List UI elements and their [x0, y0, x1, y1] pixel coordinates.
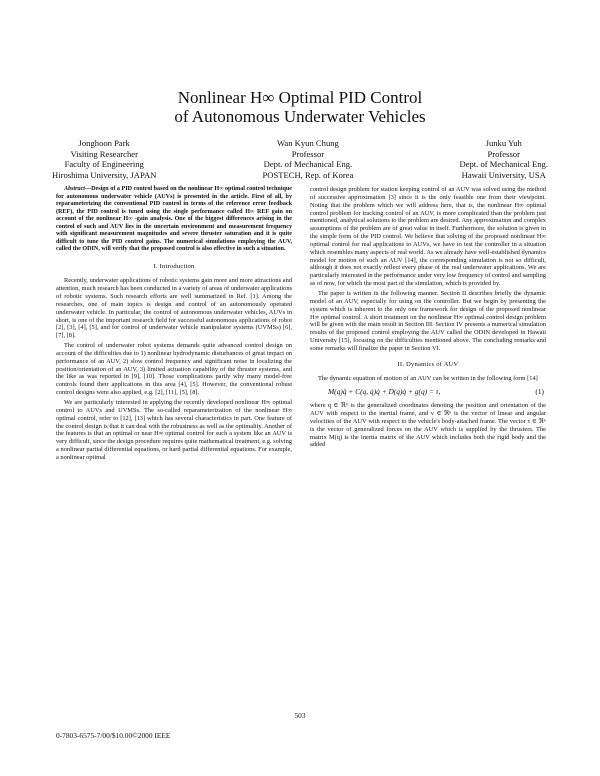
- author-name: Junku Yuh: [485, 138, 522, 148]
- author-position: Professor: [487, 148, 520, 159]
- page-number: 503: [294, 711, 306, 720]
- title-line-2: of Autonomous Underwater Vehicles: [174, 107, 426, 126]
- equation-number: (1): [535, 387, 544, 397]
- body-paragraph: control design problem for station keeping control of an AUV was solved using the method of successive approximation [3] since it is the only feasible one from their viewpoint. Noting that the problem which we will address here, that is, the nonlinear H∞ optimal control problem for tracking control of an AUV, is more complicated than the problem just mentioned, analytical solutions to the problem are desired. Any approximation and complex assumptions of the problem are of great value in itself. Furthermore, the solution is given in the simple form of the PID control. We believe that solving of the proposed nonlinear H∞ optimal control for real applications to AUVs, we have to test the controller in a situation which resembles many aspects of real world. As we already have well-established dynamics model for motion of such an AUV [14], the corresponding simulation is not so difficult, although it does not exactly reflect every phase of the real underwater applications. We are particularly interested in the performance under very low frequency of control and sampling as of now, for which the most part of the simulation, which is provided by.: [310, 186, 546, 288]
- section-heading-dynamics: II. Dynamics of AUV: [397, 360, 459, 368]
- body-paragraph: The dynamic equation of motion of an AUV can be written in the following form [14]: [318, 374, 538, 382]
- left-column: [56, 186, 292, 464]
- author-2: [262, 138, 353, 180]
- abstract-lead: Abstract—: [64, 186, 92, 192]
- author-affiliation: Hiroshima University, JAPAN: [52, 169, 157, 180]
- author-3: [459, 138, 548, 180]
- body-paragraph: Recently, underwater applications of robotic systems gain more and more attractions and attention, much research has been conducted in a variety of areas of underwater applications of robotic systems. Such research efforts are well summarized in Ref. [1]. Among the researches, one of main topics is design and control of an autonomously operated underwater vehicle. In particular, the control of autonomous underwater vehicles, AUVs in short, is one of the important research field for successful autonomous applications of robot [2], [3], [4], [5], and for control of underwater vehicle manipulator systems (UVMSs) [6], [7], [8].: [56, 277, 292, 340]
- abstract-text: Design of a PID control based on the nonlinear H∞ optimal control technique for autonomous underwater vehicle (AUVs) is presented in the article. First of all, by reparameterizing the conventional PID control in terms of the reference error feedback (REF), the PID control is tuned using the single performance called H∞ REF gain on account of the nonlinear H∞ -gain analysis. One of the biggest differences arising in the control of such and AUV lies in the uncertain environment and measurement frequency with significant measurement magnitudes and severe thruster saturation and it is quite difficult to tune the PID control gains. The numerical simulations employing the AUV, called the ODIN, will verify that the proposed control is also effective in such a situation.: [56, 186, 292, 252]
- author-affiliation: Hawaii University, USA: [461, 169, 546, 180]
- paper-title: [0, 88, 600, 126]
- body-paragraph: The control of underwater robot systems demands quite advanced control design on account of the difficulties due to 1) nonlinear hydrodynamic disturbances of great impact on performance of an AUV, 2) slow control frequency and significant noise in localizing the position/orientation of an AUV, 3) limited actuation capability of the thruster systems, and the like as was reported in [9], [10]. Those complications partly why many model-free controls found their applications in this area [4], [5]. However, the conventional robust control designs were also applied, e.g. [2], [11], [5], [8].: [56, 342, 292, 397]
- author-name: Wan Kyun Chung: [277, 138, 339, 148]
- author-dept: Dept. of Mechanical Eng.: [263, 159, 353, 170]
- title-line-1: Nonlinear H∞ Optimal PID Control: [177, 88, 423, 107]
- abstract: [56, 186, 292, 254]
- author-affiliation: POSTECH, Rep. of Korea: [262, 169, 354, 180]
- author-dept: Dept. of Mechanical Eng.: [459, 159, 548, 170]
- body-paragraph: We are particularly interested in applying the recently developed nonlinear H∞ optimal control to AUVs and UVMSs. The so-called reparameterization of the nonlinear H∞ optimal control, refer to [12], [13] which has several characteristics in part. One feature of the control design is that it can deal with the robustness as well as the optimality. Another of the features is that an optimal or near H∞ optimal control for such a system like an AUV is very difficult, since the design procedure requires quite mathematical treatment, e.g. solving a nonlinear partial differential equations, or hard partial differential equations. For example, a nonlinear optimal: [56, 399, 292, 461]
- author-position: Professor: [291, 148, 325, 159]
- author-name: Jonghoon Park: [78, 138, 130, 148]
- author-block: [52, 138, 548, 180]
- equation-1: [328, 388, 544, 396]
- copyright-line: 0-7803-6575-7/00/$10.00©2000 IEEE: [56, 731, 171, 740]
- author-position: Visiting Researcher: [70, 148, 138, 159]
- equation-body: M(q)q̈ + C(q, q̇)q̇ + D(q)q̇ + g(q) = τ,: [328, 387, 441, 397]
- author-1: [52, 138, 156, 180]
- section-heading-introduction: I. Introduction: [153, 262, 195, 270]
- body-paragraph: where q ∈ ℜ⁶ is the generalized coordinates denoting the position and orientation of the AUV with respect to the inertial frame, and v ∈ ℜ⁶ is the vector of linear and angular velocities of the AUV with respect to the vehicle's body-attached frame. The vector τ ∈ ℜ⁶ is the vector of generalized forces on the AUV which is supplied by the thrusters. The matrix M(q) is the inertia matrix of the AUV which includes both the rigid body and the added: [310, 402, 546, 449]
- right-column: [310, 186, 546, 464]
- author-dept: Faculty of Engineering: [64, 159, 144, 170]
- body-paragraph: The paper is written in the following manner. Section II describes briefly the dynamic model of an AUV, especially for using on the controller. But we begin by presenting the system which is inherent to the only one framework for design of the proposed nonlinear H∞ optimal control. A short treatment on the nonlinear H∞ optimal control design problem will be given with the main result in Section III. Section IV presents a numerical simulation results of the proposed control employing the AUV called the ODIN developed in Hawaii University [15], focusing on the difficulties mentioned above. The concluding remarks and some remarks will finalize the paper in Section VI.: [310, 289, 546, 352]
- two-column-body: [56, 186, 546, 464]
